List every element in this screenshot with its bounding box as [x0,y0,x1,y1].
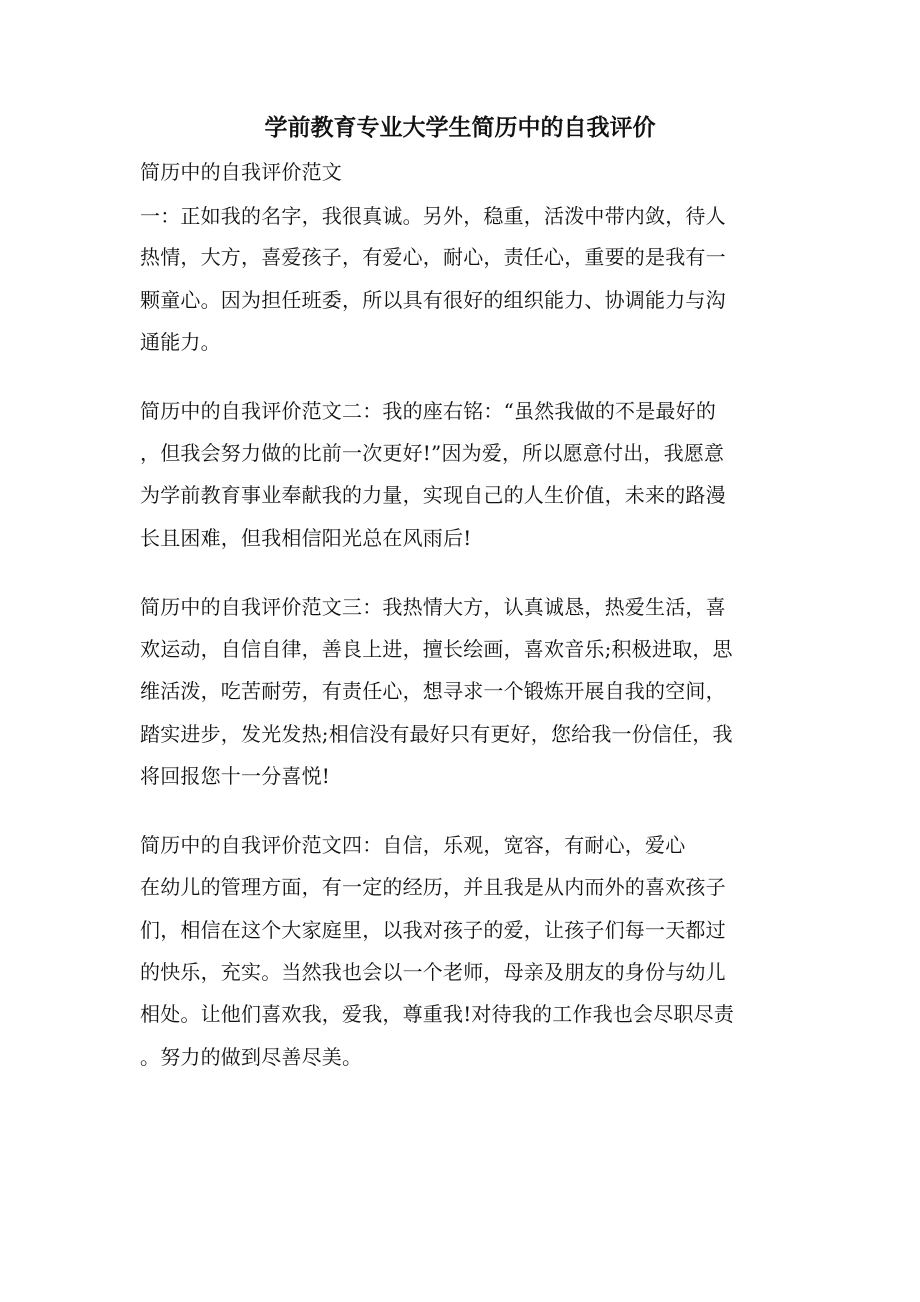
paragraph-3-line-1: 简历中的自我评价范文三：我热情大方，认真诚恳，热爱生活，喜 [140,595,726,619]
paragraph-4-line-3: 们，相信在这个大家庭里，以我对孩子的爱，让孩子们每一天都过 [140,918,726,942]
paragraph-1-line-4: 通能力。 [140,330,221,354]
paragraph-2-line-4: 长且困难，但我相信阳光总在风雨后! [140,526,472,550]
paragraph-4-line-4: 的快乐，充实。当然我也会以一个老师，母亲及朋友的身份与幼儿 [140,960,726,984]
paragraph-3-line-5: 将回报您十一分喜悦! [140,764,331,788]
paragraph-4-line-6: 。努力的做到尽善尽美。 [140,1045,363,1069]
document-title: 学前教育专业大学生简历中的自我评价 [264,114,656,141]
paragraph-4-line-1: 简历中的自我评价范文四：自信，乐观，宽容，有耐心，爱心 [140,833,686,857]
paragraph-3-line-2: 欢运动，自信自律，善良上进，擅长绘画，喜欢音乐;积极进取，思 [140,637,733,661]
paragraph-3-line-4: 踏实进步，发光发热;相信没有最好只有更好，您给我一份信任，我 [140,722,733,746]
paragraph-1-line-2: 热情，大方，喜爱孩子，有爱心，耐心，责任心，重要的是我有一 [140,245,726,269]
paragraph-1-line-3: 颗童心。因为担任班委，所以具有很好的组织能力、协调能力与沟 [140,288,726,312]
document-subtitle: 简历中的自我评价范文 [140,160,342,184]
paragraph-3-line-3: 维活泼，吃苦耐劳，有责任心，想寻求一个锻炼开展自我的空间， [140,679,726,703]
paragraph-2-line-1: 简历中的自我评价范文二：我的座右铭：“虽然我做的不是最好的 [140,399,717,423]
paragraph-2-line-2: ，但我会努力做的比前一次更好!”因为爱，所以愿意付出，我愿意 [140,441,725,465]
paragraph-4-line-5: 相处。让他们喜欢我，爱我，尊重我!对待我的工作我也会尽职尽责 [140,1002,735,1026]
paragraph-2-line-3: 为学前教育事业奉献我的力量，实现自己的人生价值，未来的路漫 [140,483,726,507]
paragraph-4-line-2: 在幼儿的管理方面，有一定的经历，并且我是从内而外的喜欢孩子 [140,875,726,899]
paragraph-1-line-1: 一：正如我的名字，我很真诚。另外，稳重，活泼中带内敛，待人 [140,204,726,228]
